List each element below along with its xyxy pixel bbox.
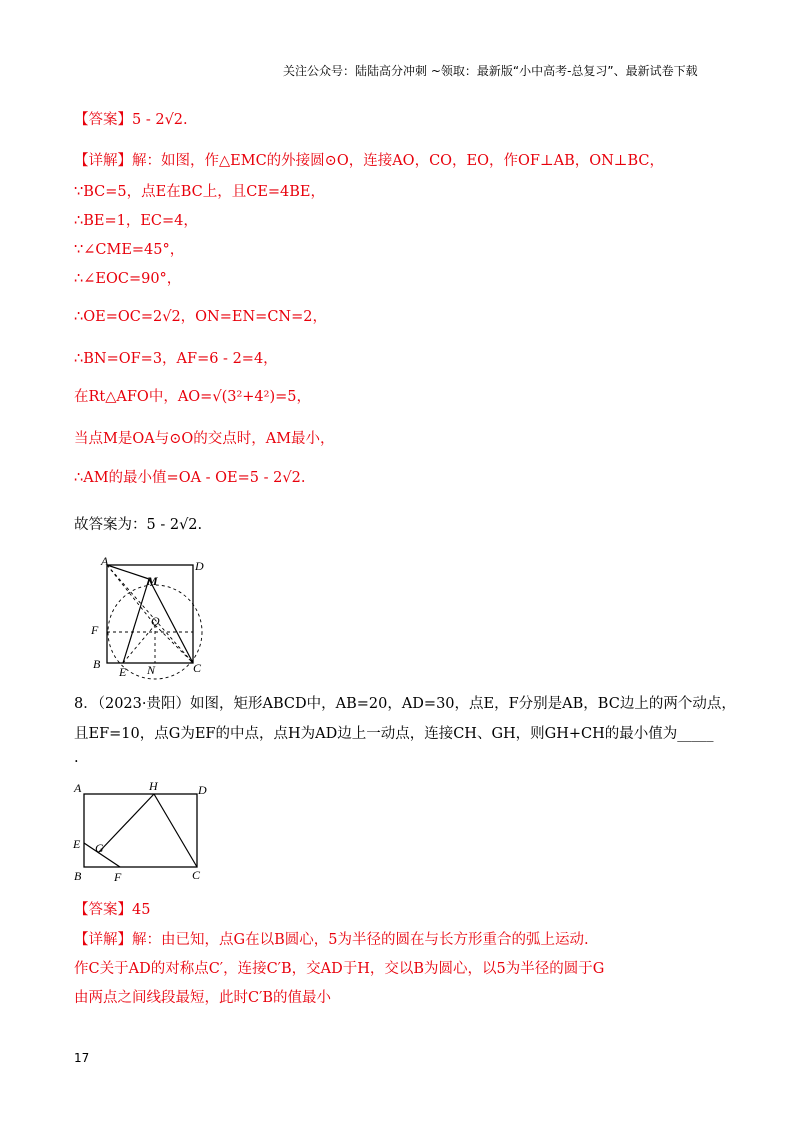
- page-header: 关注公众号：陆陆高分冲刺 ~领取：最新版“小中高考-总复习”、最新试卷下载: [283, 64, 698, 78]
- q7-detail-line-9: 当点M是OA与⊙O的交点时，AM最小，: [74, 431, 335, 447]
- q7-detail-line-6: ∴OE=OC=2√2，ON=EN=CN=2，: [74, 309, 327, 325]
- q7-label-a: A: [101, 554, 109, 568]
- q7-label-m: M: [147, 574, 158, 588]
- q7-answer: 【答案】5 - 2√2.: [74, 112, 188, 128]
- q7-detail-line-2: ∵BC=5，点E在BC上，且CE=4BE，: [74, 184, 326, 200]
- q8-label-g: G: [95, 841, 104, 855]
- q7-label-b: B: [93, 657, 101, 671]
- q8-detail-line-3: 由两点之间线段最短，此时C′B的值最小: [74, 990, 332, 1006]
- q7-detail-line-8: 在Rt△AFO中，AO=√(3²+4²)=5，: [74, 389, 311, 405]
- q8-stem-line-2: 且EF=10，点G为EF的中点，点H为AD边上一动点，连接CH、GH，则GH+CH的最小值为_____: [74, 726, 714, 742]
- q8-stem-line-1: 8．（2023·贵阳）如图，矩形ABCD中，AB=20，AD=30，点E，F分别是AB，BC边上的两个动点，: [74, 696, 736, 712]
- q8-label-h: H: [149, 779, 158, 793]
- q7-detail-line-10: ∴AM的最小值=OA - OE=5 - 2√2.: [74, 470, 306, 486]
- q8-label-c: C: [192, 868, 201, 882]
- q8-geometry-figure: [70, 776, 220, 886]
- q8-detail-line-2: 作C关于AD的对称点C′，连接C′B，交AD于H，交以B为圆心，以5为半径的圆于G: [74, 961, 605, 977]
- q8-label-d: D: [198, 783, 207, 797]
- q7-label-d: D: [195, 559, 204, 573]
- q8-answer: 【答案】45: [74, 902, 151, 918]
- q7-geometry-figure: [85, 552, 210, 680]
- q8-label-b: B: [74, 869, 82, 883]
- q7-conclusion: 故答案为：5 - 2√2.: [74, 517, 203, 533]
- q7-label-e: E: [119, 665, 127, 679]
- q7-label-n: N: [147, 663, 156, 677]
- q8-label-f: F: [114, 870, 122, 884]
- q7-label-f: F: [91, 623, 99, 637]
- q8-detail-line-1: 【详解】解：由已知，点G在以B圆心，5为半径的圆在与长方形重合的弧上运动.: [74, 932, 589, 948]
- page-number: 17: [74, 1051, 90, 1065]
- q7-label-c: C: [193, 661, 202, 675]
- q7-detail-line-1: 【详解】解：如图，作△EMC的外接圆⊙O，连接AO，CO，EO，作OF⊥AB，ON⊥BC，: [74, 153, 664, 169]
- q7-detail-line-3: ∴BE=1，EC=4，: [74, 213, 198, 229]
- q7-detail-line-7: ∴BN=OF=3，AF=6 - 2=4，: [74, 351, 278, 367]
- q7-detail-line-5: ∴∠EOC=90°，: [74, 271, 182, 287]
- q8-label-a: A: [74, 781, 82, 795]
- q7-detail-line-4: ∵∠CME=45°，: [74, 242, 185, 258]
- q8-stem-line-3: .: [74, 750, 79, 766]
- q7-label-o: O: [151, 614, 160, 628]
- q8-label-e: E: [73, 837, 81, 851]
